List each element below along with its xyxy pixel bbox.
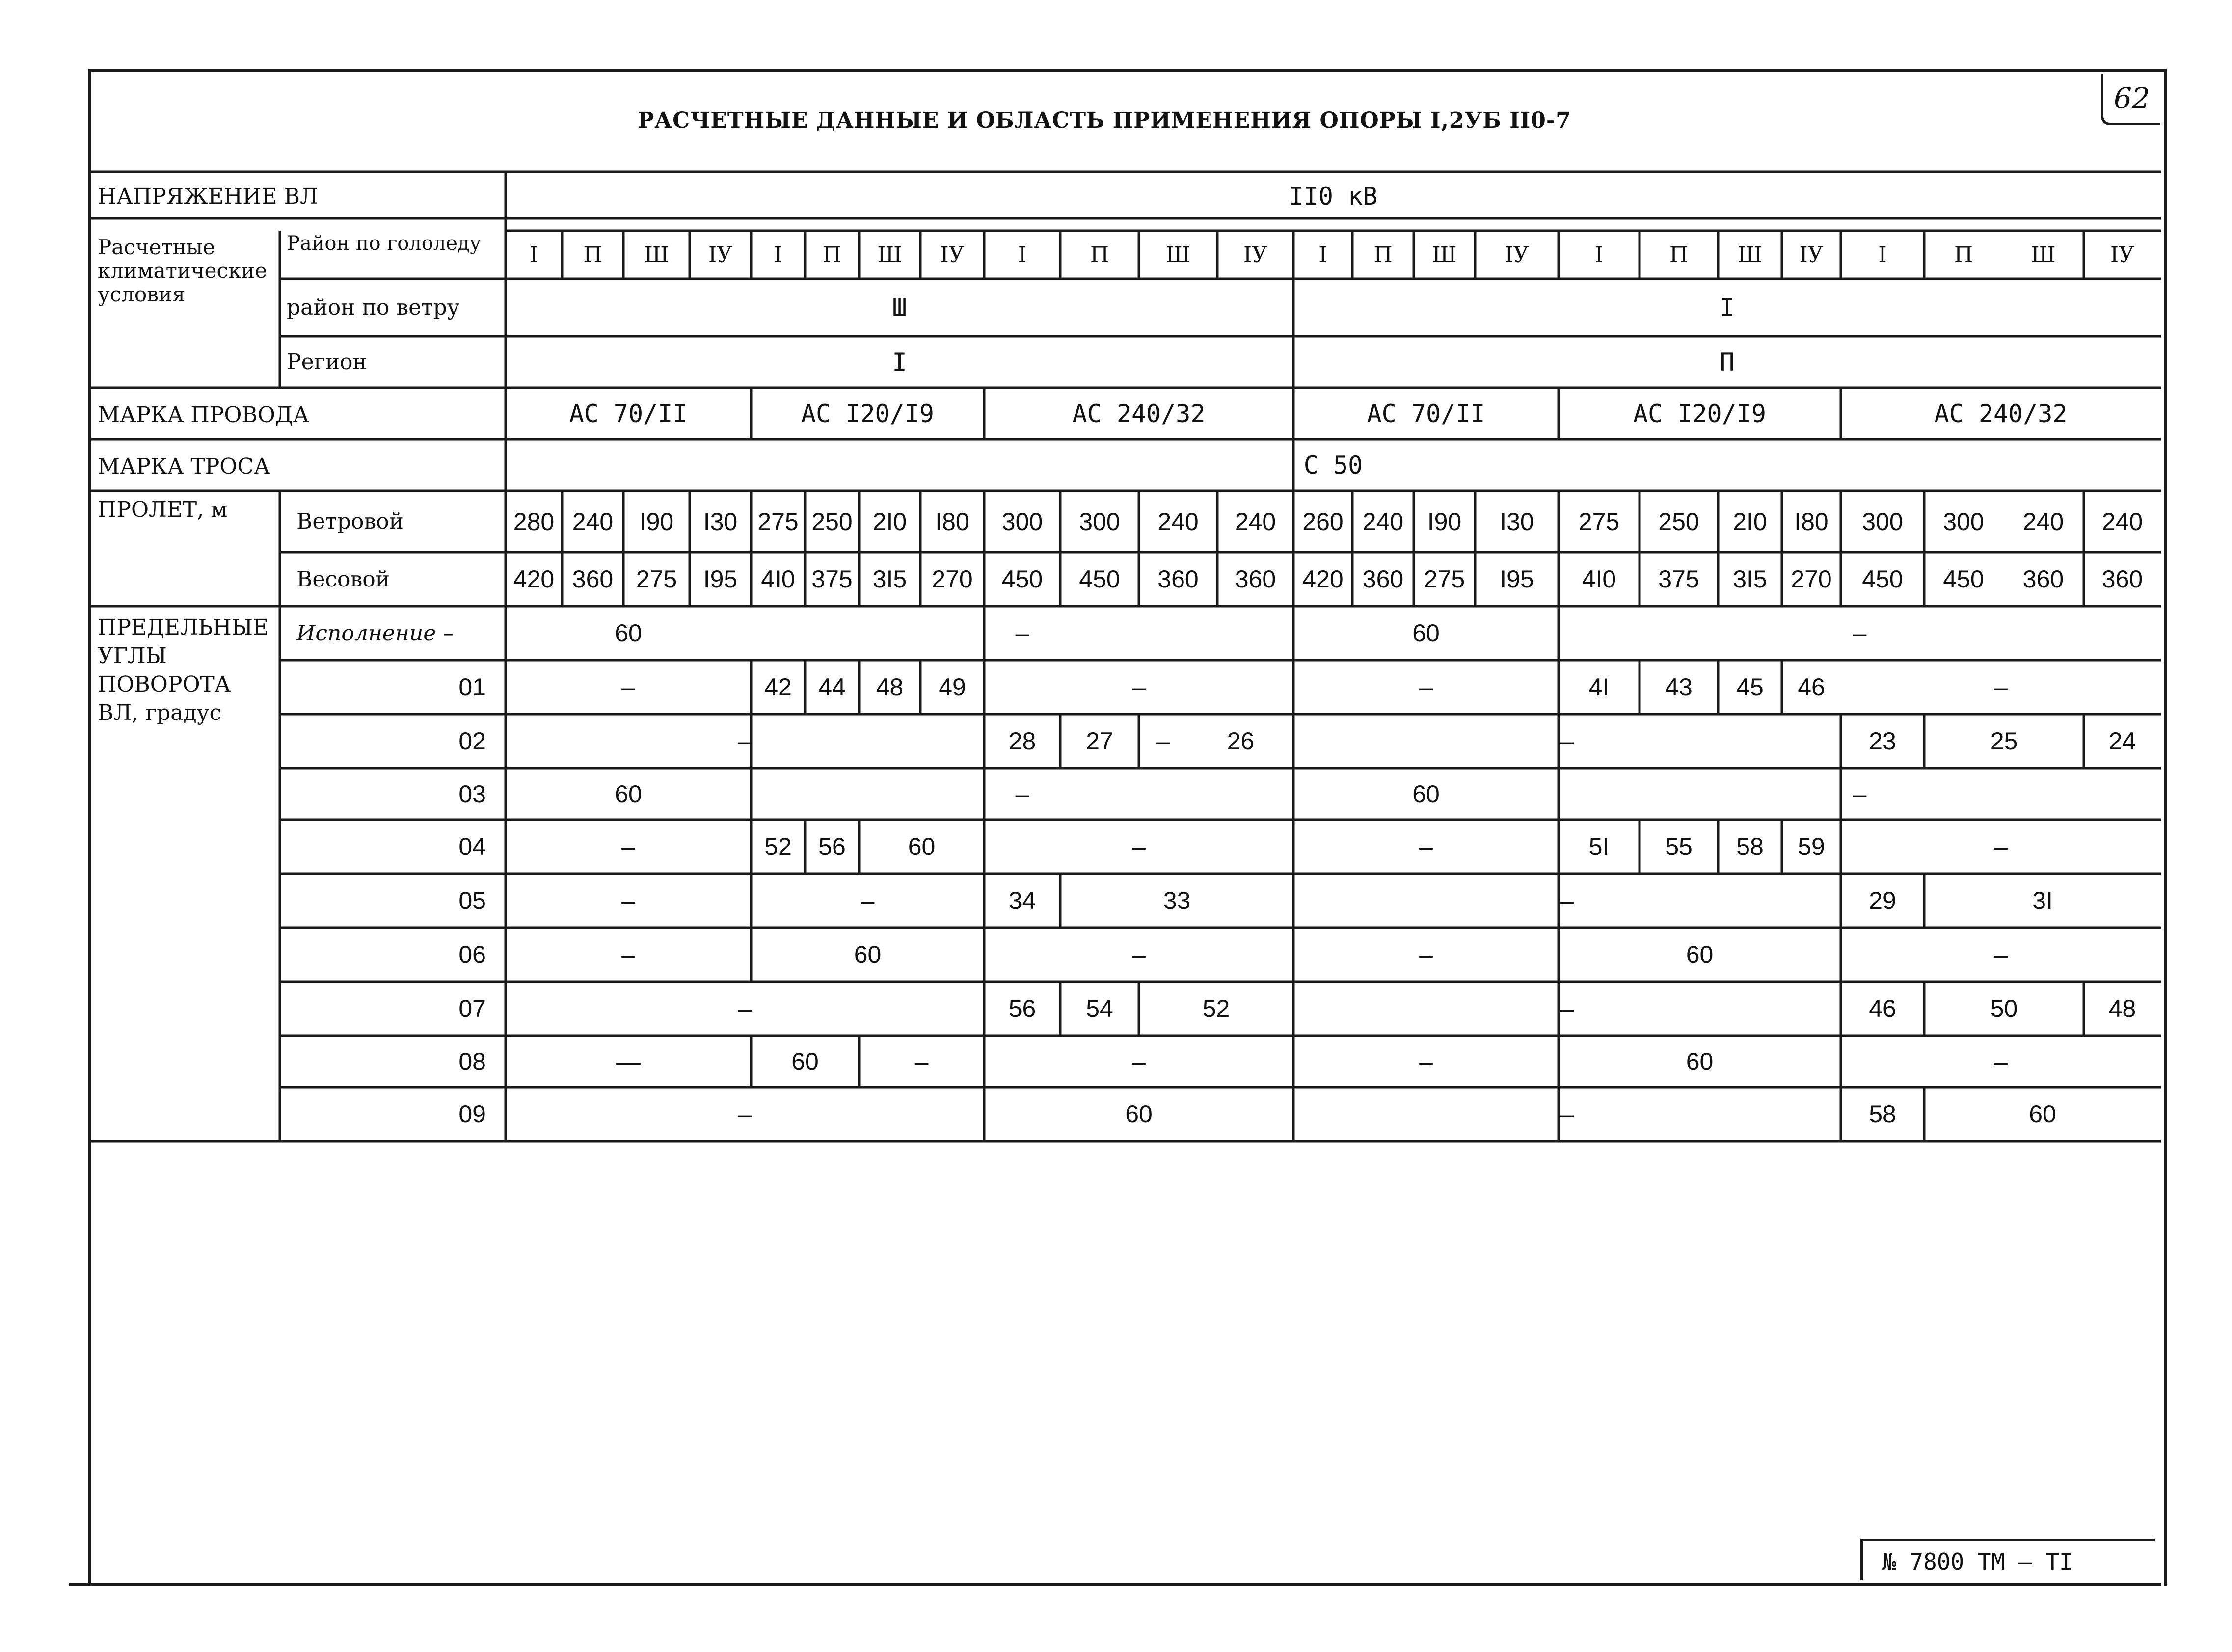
angle-r06-cell-1: – — [621, 941, 635, 968]
span-wind-17: 275 — [1578, 507, 1620, 535]
ice-district-23: Ш — [2031, 242, 2056, 267]
span-wind-3: I90 — [639, 507, 674, 535]
span-wind-19: 2I0 — [1733, 507, 1767, 535]
climate-label: Расчетные климатические условия — [98, 235, 268, 306]
span-wind-20: I80 — [1794, 507, 1829, 535]
angle-r01-cell-12: – — [1994, 673, 2008, 701]
ice-district-label: Район по гололеду — [287, 232, 482, 255]
ice-district-18: П — [1669, 242, 1689, 267]
span-wind-1: 280 — [513, 507, 555, 535]
angle-r02-cell-3: 27 — [1086, 727, 1113, 755]
ice-district-19: Ш — [1737, 242, 1763, 267]
angle-r08-cell-5: – — [1419, 1047, 1433, 1075]
span-wind-16: I30 — [1500, 507, 1534, 535]
angle-r02-cell-1: – — [738, 727, 752, 755]
angle-r04-cell-9: 58 — [1736, 833, 1764, 860]
ice-district-17: I — [1594, 242, 1604, 267]
span-weight-16: I95 — [1500, 565, 1534, 593]
span-weight-13: 420 — [1302, 565, 1344, 593]
angle-r04-cell-7: 5I — [1588, 833, 1610, 860]
cable-value: С 50 — [1303, 451, 1363, 480]
angle-r05-cell-2: – — [861, 887, 875, 914]
angle-r05-cell-5: – — [1560, 887, 1574, 914]
span-wind-4: I30 — [703, 507, 738, 535]
ice-district-9: I — [1018, 242, 1027, 267]
angle-row-code: 02 — [458, 727, 486, 755]
angle-r04-cell-5: – — [1132, 833, 1146, 860]
angle-r07-cell-6: 46 — [1869, 995, 1896, 1022]
angle-r07-cell-3: 54 — [1086, 995, 1113, 1022]
angle-r03-cell-2: – — [1015, 780, 1029, 808]
span-weight-17: 4I0 — [1582, 565, 1616, 593]
span-weight-12: 360 — [1235, 565, 1276, 593]
angle-r09-cell-3: – — [1560, 1100, 1574, 1128]
angle-r07-cell-8: 48 — [2108, 995, 2136, 1022]
region-2: П — [1720, 347, 1735, 376]
angle-r05-cell-3: 34 — [1008, 887, 1036, 914]
voltage-value: II0 кВ — [1289, 182, 1378, 211]
angle-exec-cell-3: 60 — [1412, 619, 1440, 647]
span-weight-23: 360 — [2022, 565, 2064, 593]
wind-district-1: Ш — [892, 293, 907, 322]
span-weight-21: 450 — [1862, 565, 1903, 593]
angle-r03-cell-1: 60 — [615, 780, 642, 808]
angle-r07-cell-5: – — [1560, 995, 1574, 1022]
angles-label: ПРЕДЕЛЬНЫЕ УГЛЫ ПОВОРОТА ВЛ, градус — [98, 615, 269, 725]
angle-exec-cell-4: – — [1853, 619, 1867, 647]
angle-r05-cell-1: – — [621, 887, 635, 914]
angle-r01-cell-10: 45 — [1736, 673, 1764, 701]
wind-district-2: I — [1720, 293, 1735, 322]
angle-r08-cell-6: 60 — [1686, 1047, 1714, 1075]
span-weight-22: 450 — [1943, 565, 1984, 593]
angle-r04-cell-1: – — [621, 833, 635, 860]
ice-district-15: Ш — [1432, 242, 1457, 267]
wind-district-label: район по ветру — [287, 295, 460, 320]
span-wind-13: 260 — [1302, 507, 1344, 535]
span-wind-23: 240 — [2022, 507, 2064, 535]
ice-district-8: IУ — [940, 242, 965, 267]
angle-r01-cell-9: 43 — [1665, 673, 1693, 701]
cable-label: МАРКА ТРОСА — [98, 453, 270, 479]
angle-r01-cell-11: 46 — [1798, 673, 1825, 701]
angle-r05-cell-7: 3I — [2032, 887, 2053, 914]
angle-r08-cell-2: 60 — [791, 1047, 819, 1075]
document-stamp: № 7800 ТМ – TI — [1860, 1539, 2155, 1580]
span-label: ПРОЛЕТ, м — [98, 497, 228, 522]
span-weight-9: 450 — [1001, 565, 1043, 593]
angle-r01-cell-8: 4I — [1588, 673, 1610, 701]
angle-r08-cell-4: – — [1132, 1047, 1146, 1075]
angle-r01-cell-2: 42 — [764, 673, 792, 701]
ice-district-10: П — [1090, 242, 1109, 267]
span-wind-11: 240 — [1157, 507, 1199, 535]
page-number: 62 — [2101, 74, 2160, 125]
angle-exec-cell-1: 60 — [615, 619, 642, 647]
angle-r07-cell-1: – — [738, 995, 752, 1022]
ice-district-21: I — [1878, 242, 1887, 267]
angle-r05-cell-6: 29 — [1869, 887, 1896, 914]
angle-r09-cell-2: 60 — [1125, 1100, 1153, 1128]
span-weight-19: 3I5 — [1733, 565, 1767, 593]
angle-r09-cell-1: – — [738, 1100, 752, 1128]
exec-label: Исполнение – — [296, 620, 454, 646]
span-wind-21: 300 — [1862, 507, 1903, 535]
angle-r01-cell-4: 48 — [876, 673, 904, 701]
angle-r04-cell-6: – — [1419, 833, 1433, 860]
angle-r02-cell-7: 23 — [1869, 727, 1896, 755]
span-wind-12: 240 — [1235, 507, 1276, 535]
angle-r02-cell-4: – — [1156, 727, 1170, 755]
wire-1: АС 70/II — [569, 399, 688, 428]
span-wind-22: 300 — [1943, 507, 1984, 535]
span-weight-8: 270 — [932, 565, 973, 593]
page-title: РАСЧЕТНЫЕ ДАННЫЕ И ОБЛАСТЬ ПРИМЕНЕНИЯ ОПОРЫ I,2УБ II0-7 — [638, 108, 1571, 133]
angle-r06-cell-4: – — [1419, 941, 1433, 968]
region-1: I — [892, 347, 907, 376]
ice-district-1: I — [529, 242, 538, 267]
angle-row-code: 01 — [458, 673, 486, 701]
span-wind-7: 2I0 — [872, 507, 907, 535]
angle-row-code: 08 — [458, 1047, 486, 1075]
ice-district-11: Ш — [1165, 242, 1191, 267]
angle-r04-cell-3: 56 — [818, 833, 846, 860]
angle-r02-cell-5: 26 — [1227, 727, 1255, 755]
angle-r03-cell-3: 60 — [1412, 780, 1440, 808]
span-wind-8: I80 — [935, 507, 969, 535]
wire-4: АС 70/II — [1367, 399, 1485, 428]
angle-r04-cell-11: – — [1994, 833, 2008, 860]
ice-district-5: I — [774, 242, 782, 267]
angle-r07-cell-7: 50 — [1990, 995, 2018, 1022]
span-wind-2: 240 — [572, 507, 614, 535]
angle-r02-cell-9: 24 — [2108, 727, 2136, 755]
angle-r09-cell-5: 60 — [2029, 1100, 2056, 1128]
angle-r09-cell-4: 58 — [1869, 1100, 1896, 1128]
angle-r03-cell-4: – — [1853, 780, 1867, 808]
span-weight-5: 4I0 — [761, 565, 795, 593]
voltage-label: НАПРЯЖЕНИЕ ВЛ — [98, 184, 318, 209]
wire-label: МАРКА ПРОВОДА — [98, 402, 309, 427]
span-weight-label: Весовой — [296, 566, 390, 592]
ice-district-12: IУ — [1243, 242, 1268, 267]
span-weight-24: 360 — [2101, 565, 2143, 593]
span-weight-1: 420 — [513, 565, 555, 593]
angle-r08-cell-7: – — [1994, 1047, 2008, 1075]
angle-r01-cell-5: 49 — [939, 673, 966, 701]
span-weight-15: 275 — [1424, 565, 1465, 593]
angle-r06-cell-2: 60 — [854, 941, 882, 968]
angle-r01-cell-1: – — [621, 673, 635, 701]
ice-district-14: П — [1373, 242, 1393, 267]
ice-district-6: П — [822, 242, 842, 267]
span-weight-14: 360 — [1362, 565, 1404, 593]
angle-r02-cell-2: 28 — [1008, 727, 1036, 755]
span-wind-15: I90 — [1427, 507, 1462, 535]
angle-r07-cell-4: 52 — [1202, 995, 1230, 1022]
ice-district-7: Ш — [877, 242, 902, 267]
span-wind-18: 250 — [1658, 507, 1699, 535]
angle-r07-cell-2: 56 — [1008, 995, 1036, 1022]
angle-exec-cell-2: – — [1015, 619, 1029, 647]
span-wind-10: 300 — [1079, 507, 1120, 535]
span-wind-24: 240 — [2101, 507, 2143, 535]
span-wind-6: 250 — [811, 507, 853, 535]
angle-r06-cell-3: – — [1132, 941, 1146, 968]
span-weight-6: 375 — [811, 565, 853, 593]
span-weight-7: 3I5 — [872, 565, 907, 593]
angle-row-code: 06 — [458, 941, 486, 968]
angle-r04-cell-2: 52 — [764, 833, 792, 860]
angle-row-code: 05 — [458, 887, 486, 914]
ice-district-13: I — [1318, 242, 1327, 267]
span-wind-label: Ветровой — [296, 509, 403, 534]
wire-3: АС 240/32 — [1072, 399, 1206, 428]
ice-district-22: П — [1954, 242, 1973, 267]
angle-r06-cell-6: – — [1994, 941, 2008, 968]
angle-r02-cell-8: 25 — [1990, 727, 2018, 755]
angle-r01-cell-6: – — [1132, 673, 1146, 701]
angle-row-code: 07 — [458, 995, 486, 1022]
span-weight-3: 275 — [636, 565, 677, 593]
ice-district-3: Ш — [644, 242, 669, 267]
span-weight-18: 375 — [1658, 565, 1699, 593]
ice-district-16: IУ — [1505, 242, 1529, 267]
span-wind-14: 240 — [1362, 507, 1404, 535]
wire-2: АС I20/I9 — [801, 399, 934, 428]
angle-r06-cell-5: 60 — [1686, 941, 1714, 968]
angle-r01-cell-3: 44 — [818, 673, 846, 701]
wire-6: АС 240/32 — [1934, 399, 2068, 428]
span-weight-4: I95 — [703, 565, 738, 593]
ice-district-2: П — [583, 242, 602, 267]
angle-r01-cell-7: – — [1419, 673, 1433, 701]
angle-row-code: 03 — [458, 780, 486, 808]
span-weight-11: 360 — [1157, 565, 1199, 593]
span-wind-5: 275 — [757, 507, 799, 535]
angle-r04-cell-8: 55 — [1665, 833, 1693, 860]
angle-r04-cell-4: 60 — [908, 833, 936, 860]
ice-district-20: IУ — [1799, 242, 1824, 267]
wire-5: АС I20/I9 — [1633, 399, 1766, 428]
angle-row-code: 09 — [458, 1100, 486, 1128]
span-wind-9: 300 — [1001, 507, 1043, 535]
ice-district-24: IУ — [2110, 242, 2135, 267]
span-weight-10: 450 — [1079, 565, 1120, 593]
angle-r04-cell-10: 59 — [1798, 833, 1825, 860]
span-weight-20: 270 — [1791, 565, 1832, 593]
region-label: Регион — [287, 349, 367, 374]
span-weight-2: 360 — [572, 565, 614, 593]
ice-district-4: IУ — [708, 242, 733, 267]
angle-r08-cell-3: – — [914, 1047, 929, 1075]
angle-row-code: 04 — [458, 833, 486, 860]
angle-r08-cell-1: — — [616, 1047, 641, 1075]
angle-r05-cell-4: 33 — [1163, 887, 1191, 914]
angle-r02-cell-6: – — [1560, 727, 1574, 755]
